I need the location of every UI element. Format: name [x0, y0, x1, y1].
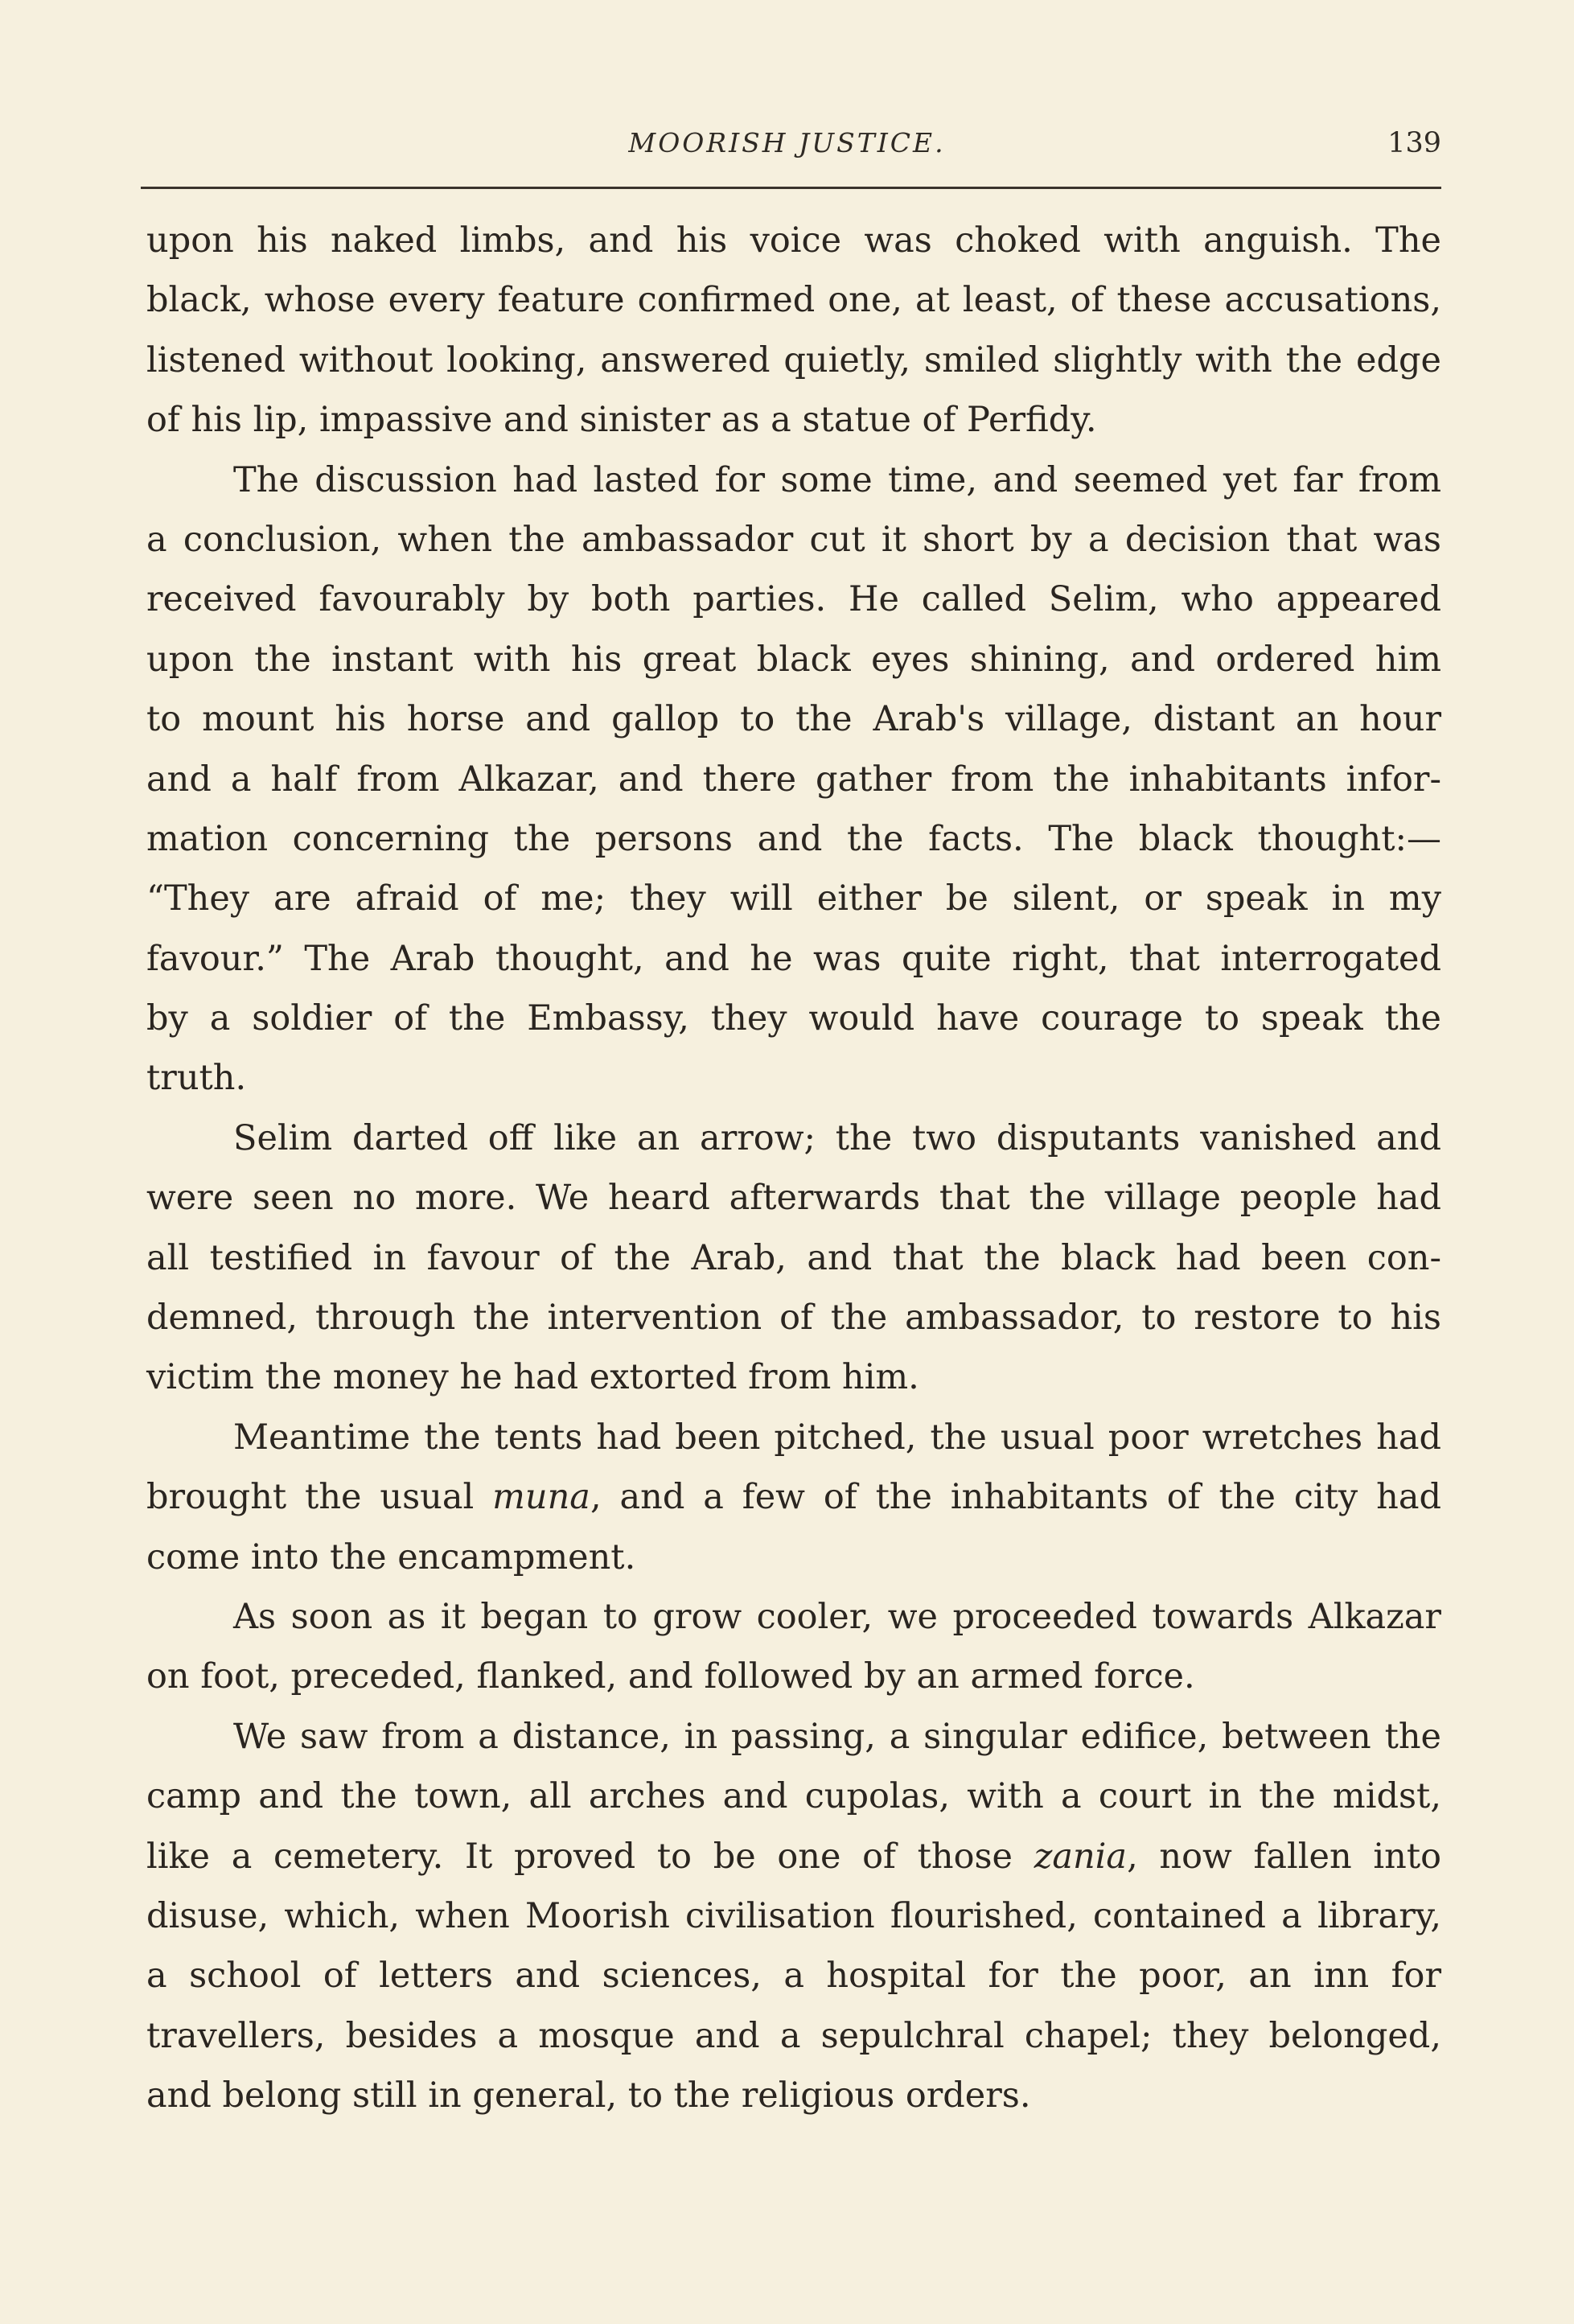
text-line: a conclusion, when the ambassador cut it short by a decision that was: [146, 519, 1441, 560]
text-line: travellers, besides a mosque and a sepulchral chapel; they belonged,: [146, 2015, 1441, 2056]
running-head: [0, 127, 1574, 167]
text-line: received favourably by both parties. He called Selim, who appeared: [146, 579, 1441, 620]
text-line: all testified in favour of the Arab, and that the black had been con-: [146, 1237, 1441, 1278]
text-line: by a soldier of the Embassy, they would have courage to speak the: [146, 998, 1441, 1039]
text-line: mation concerning the persons and the facts. The black thought:—: [146, 818, 1441, 859]
text-line: camp and the town, all arches and cupolas, with a court in the midst,: [146, 1776, 1441, 1817]
text-line: listened without looking, answered quietly, smiled slightly with the edge: [146, 339, 1441, 380]
text-line: Meantime the tents had been pitched, the usual poor wretches had: [233, 1417, 1441, 1458]
text-line: come into the encampment.: [146, 1536, 636, 1577]
text-line: of his lip, impassive and sinister as a statue of Perfidy.: [146, 400, 1097, 441]
text-line: were seen no more. We heard afterwards that the village people had: [146, 1178, 1441, 1219]
text-line: truth.: [146, 1058, 247, 1099]
text-line: upon the instant with his great black eyes shining, and ordered him: [146, 639, 1441, 680]
text-line: “They are afraid of me; they will either be silent, or speak in my: [146, 878, 1441, 919]
text-line: and belong still in general, to the religious orders.: [146, 2075, 1031, 2116]
text-line: As soon as it began to grow cooler, we proceeded towards Alkazar: [233, 1596, 1441, 1637]
text-line: Selim darted off like an arrow; the two disputants vanished and: [233, 1117, 1441, 1158]
running-title: MOORISH JUSTICE.: [628, 127, 946, 158]
text-line: to mount his horse and gallop to the Arab's village, distant an hour: [146, 699, 1441, 740]
text-line: upon his naked limbs, and his voice was choked with anguish. The: [146, 220, 1441, 261]
body-text: [146, 211, 1441, 2126]
text-line: a school of letters and sciences, a hospital for the poor, an inn for: [146, 1956, 1441, 1997]
text-line: disuse, which, when Moorish civilisation flourished, contained a library,: [146, 1895, 1441, 1936]
text-line: and a half from Alkazar, and there gather from the inhabitants infor-: [146, 759, 1441, 800]
text-line: demned, through the intervention of the ambassador, to restore to his: [146, 1298, 1441, 1339]
text-line: victim the money he had extorted from him.: [146, 1357, 919, 1398]
text-line: like a cemetery. It proved to be one of those zania, now fallen into: [146, 1836, 1442, 1877]
page-number: 139: [1387, 127, 1441, 159]
text-line: brought the usual muna, and a few of the inhabitants of the city had: [146, 1477, 1441, 1518]
text-line: on foot, preceded, flanked, and followed by an armed force.: [146, 1656, 1195, 1697]
text-line: favour.” The Arab thought, and he was quite right, that interrogated: [146, 938, 1441, 979]
text-line: We saw from a distance, in passing, a singular edifice, between the: [233, 1716, 1441, 1757]
text-line: black, whose every feature confirmed one, at least, of these accusations,: [146, 280, 1441, 321]
header-rule: [141, 187, 1441, 189]
text-line: The discussion had lasted for some time, and seemed yet far from: [233, 459, 1441, 500]
